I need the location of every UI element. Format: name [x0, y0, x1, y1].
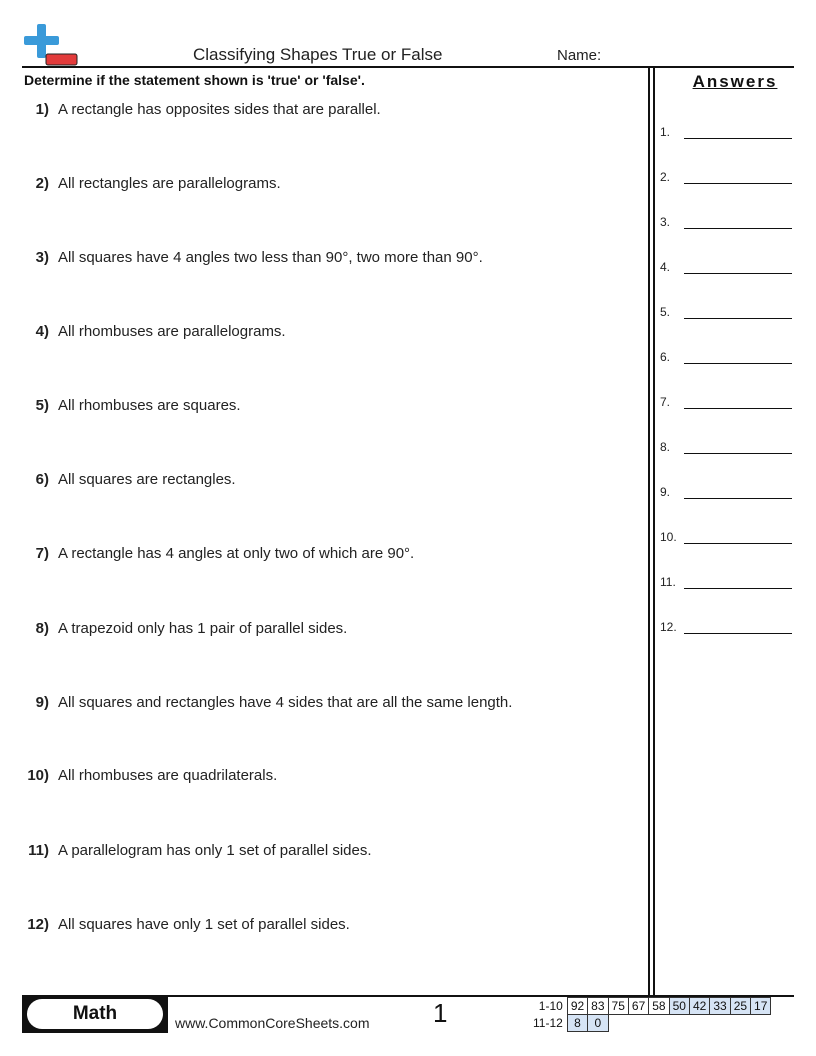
answer-line[interactable]: [684, 273, 792, 274]
answer-blank[interactable]: [660, 434, 792, 454]
answer-number: 5.: [660, 305, 671, 319]
question-text: All squares have only 1 set of parallel sides.: [58, 916, 350, 933]
question-item: [22, 323, 286, 340]
answer-blank[interactable]: [660, 524, 792, 544]
answer-number: 8.: [660, 440, 671, 454]
question-item: [22, 471, 236, 488]
question-text: All squares are rectangles.: [58, 471, 236, 488]
answer-number: 7.: [660, 395, 671, 409]
question-number: 7): [35, 545, 49, 562]
question-number: 6): [35, 471, 49, 488]
score-table: [530, 997, 771, 1032]
answer-number: 11.: [660, 575, 676, 589]
score-cell: 83: [588, 998, 608, 1015]
answer-line[interactable]: [684, 183, 792, 184]
question-text: A rectangle has opposites sides that are parallel.: [58, 101, 381, 118]
question-number: 10): [27, 767, 49, 784]
answer-blank[interactable]: [660, 389, 792, 409]
question-number: 2): [35, 175, 49, 192]
answer-line[interactable]: [684, 318, 792, 319]
column-divider: [653, 67, 655, 995]
answer-line[interactable]: [684, 138, 792, 139]
score-row: [530, 998, 771, 1015]
answer-number: 10.: [660, 530, 677, 544]
question-item: [22, 842, 372, 859]
score-cell: 8: [567, 1015, 587, 1032]
score-row: [530, 1015, 771, 1032]
score-cell: 33: [710, 998, 730, 1015]
question-item: [22, 397, 241, 414]
question-text: All rhombuses are quadrilaterals.: [58, 767, 278, 784]
question-number: 8): [35, 620, 49, 637]
answer-number: 3.: [660, 215, 671, 229]
question-number: 11): [28, 842, 49, 859]
question-text: All squares have 4 angles two less than 90°, two more than 90°.: [58, 249, 483, 266]
answer-blank[interactable]: [660, 479, 792, 499]
answer-blank[interactable]: [660, 614, 792, 634]
answer-line[interactable]: [684, 588, 792, 589]
answer-line[interactable]: [684, 453, 792, 454]
answer-number: 9.: [660, 485, 671, 499]
score-cell: 42: [689, 998, 709, 1015]
question-number: 9): [35, 694, 49, 711]
question-number: 3): [35, 249, 49, 266]
answer-blank[interactable]: [660, 209, 792, 229]
question-text: All rhombuses are parallelograms.: [58, 323, 286, 340]
website-link[interactable]: www.CommonCoreSheets.com: [175, 1015, 370, 1031]
answer-line[interactable]: [684, 543, 792, 544]
question-number: 5): [35, 397, 49, 414]
answer-number: 12.: [660, 620, 677, 634]
worksheet-title: Classifying Shapes True or False: [193, 45, 443, 64]
question-text: All squares and rectangles have 4 sides that are all the same length.: [58, 694, 513, 711]
question-text: A trapezoid only has 1 pair of parallel sides.: [58, 620, 348, 637]
score-cell: 58: [649, 998, 669, 1015]
page-number: 1: [433, 998, 448, 1028]
score-range: 1-10: [538, 999, 563, 1013]
question-item: [22, 694, 512, 711]
question-item: [22, 545, 414, 562]
name-label: Name:: [557, 47, 602, 64]
subject-badge: Math: [27, 999, 163, 1029]
question-number: 1): [35, 101, 49, 118]
answer-line[interactable]: [684, 498, 792, 499]
answer-number: 2.: [660, 170, 671, 184]
question-number: 12): [27, 916, 49, 933]
answer-blank[interactable]: [660, 119, 792, 139]
question-item: [22, 101, 381, 118]
score-cell: 0: [588, 1015, 608, 1032]
answer-number: 4.: [660, 260, 671, 274]
answer-blank[interactable]: [660, 254, 792, 274]
answer-number: 1.: [660, 125, 671, 139]
score-cell: 67: [628, 998, 648, 1015]
question-item: [22, 620, 347, 637]
column-divider: [648, 67, 650, 995]
question-text: A parallelogram has only 1 set of parallel sides.: [58, 842, 372, 859]
answer-blank[interactable]: [660, 164, 792, 184]
answer-blank[interactable]: [660, 299, 792, 319]
question-text: All rhombuses are squares.: [58, 397, 241, 414]
score-cell: 17: [751, 998, 771, 1015]
logo-icon: [22, 24, 78, 68]
question-text: A rectangle has 4 angles at only two of which are 90°.: [58, 545, 415, 562]
question-item: [22, 767, 277, 784]
answer-line[interactable]: [684, 633, 792, 634]
instructions: Determine if the statement shown is 'true' or 'false'.: [24, 72, 365, 88]
score-cell: 25: [730, 998, 750, 1015]
answers-title: Answers: [692, 72, 778, 91]
header-divider: [22, 66, 794, 68]
question-number: 4): [35, 323, 49, 340]
answer-line[interactable]: [684, 228, 792, 229]
question-item: [22, 916, 350, 933]
answer-line[interactable]: [684, 408, 792, 409]
score-range: 11-12: [533, 1016, 563, 1030]
score-cell: 50: [669, 998, 689, 1015]
question-item: [22, 175, 281, 192]
answer-line[interactable]: [684, 363, 792, 364]
answer-blank[interactable]: [660, 344, 792, 364]
answer-number: 6.: [660, 350, 671, 364]
score-cell: 75: [608, 998, 628, 1015]
question-item: [22, 249, 483, 266]
question-text: All rectangles are parallelograms.: [58, 175, 281, 192]
answer-blank[interactable]: [660, 569, 792, 589]
score-cell: 92: [567, 998, 587, 1015]
